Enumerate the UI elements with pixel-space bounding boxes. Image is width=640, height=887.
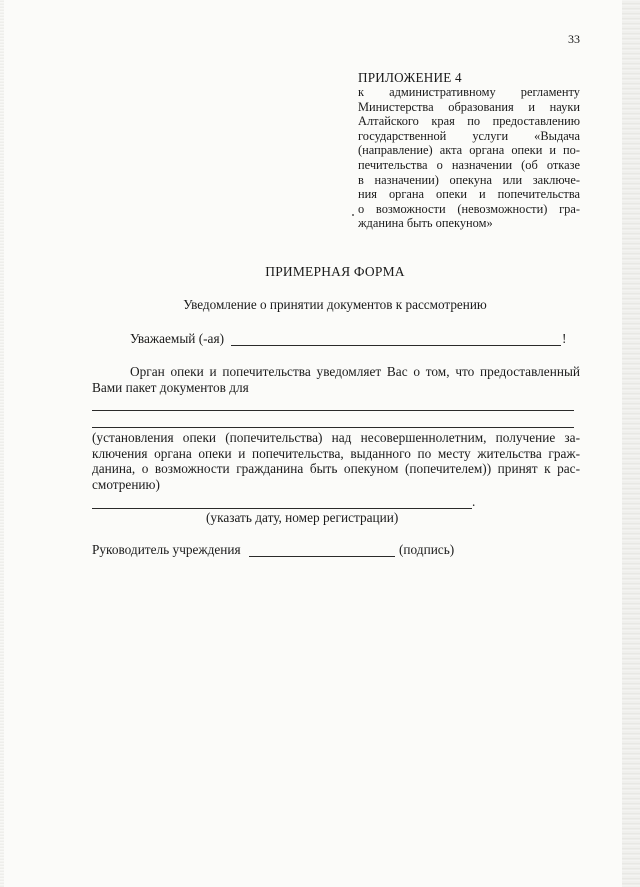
documents-purpose-line[interactable] (92, 410, 574, 411)
appendix-line: жданина быть опекуном» (358, 216, 493, 231)
documents-purpose-line[interactable] (92, 427, 574, 428)
appendix-line: ния органа опеки и попечительства (358, 187, 580, 202)
form-title: ПРИМЕРНАЯ ФОРМА (265, 264, 405, 279)
appendix-line: Министерства образования и науки (358, 99, 580, 114)
purpose-line: данина, о возможности гражданина быть опекуном (попечителем)) принят к рас- (92, 461, 580, 477)
date-line-end-mark: . (472, 494, 476, 509)
appendix-title: ПРИЛОЖЕНИЕ 4 (358, 70, 462, 85)
page-number: 33 (568, 32, 580, 46)
signature-label: Руководитель учреждения (92, 542, 241, 557)
appendix-line: в назначении) опекуна или заключе- (358, 172, 580, 187)
recipient-name-line[interactable] (231, 345, 561, 346)
greeting-label: Уважаемый (-ая) (130, 331, 224, 346)
signature-line[interactable] (249, 556, 395, 557)
purpose-line: ключения органа опеки и попечительства, выданного по месту жительства граж- (92, 445, 580, 461)
body-line: Вами пакет документов для (92, 380, 249, 395)
date-registration-line[interactable] (92, 508, 472, 509)
form-subtitle: Уведомление о принятии документов к рассмотрению (183, 297, 487, 312)
appendix-line: печительства о назначении (об отказе (358, 157, 580, 172)
appendix-line: государственной услуги «Выдача (358, 128, 580, 143)
appendix-line: (направление) акта органа опеки и по- (358, 143, 580, 158)
appendix-line: Алтайского края по предоставлению (358, 114, 580, 129)
appendix-line: к административному регламенту (358, 85, 580, 99)
appendix-line: о возможности (невозможности) гра- (358, 201, 580, 216)
appendix-header (358, 70, 580, 231)
date-line-hint: (указать дату, номер регистрации) (206, 510, 399, 525)
purpose-paragraph (92, 430, 580, 492)
body-line: Орган опеки и попечительства уведомляет Вас о том, что предоставленный (130, 364, 580, 379)
greeting-end-mark: ! (562, 331, 567, 346)
purpose-line: смотрению) (92, 476, 160, 492)
purpose-line: (установления опеки (попечительства) над несовершеннолетним, получение за- (92, 430, 580, 445)
scan-edge-left (0, 0, 4, 887)
signature-hint: (подпись) (399, 542, 455, 557)
scan-speck (352, 214, 354, 216)
scan-edge-right (622, 0, 640, 887)
